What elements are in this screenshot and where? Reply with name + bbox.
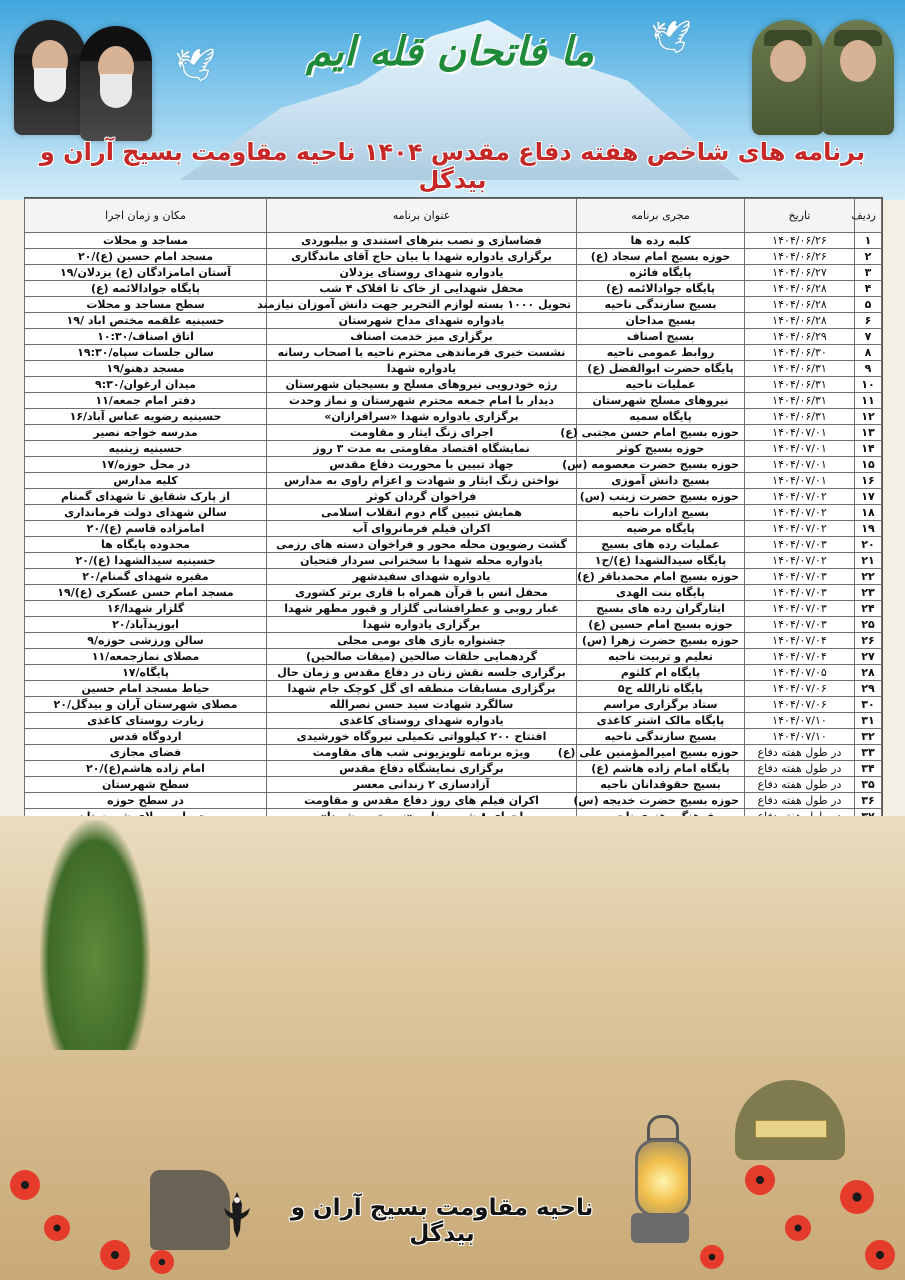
cell-title: یادواره شهدای سفیدشهر bbox=[267, 569, 577, 585]
cell-exec: پایگاه ام کلثوم bbox=[577, 665, 745, 681]
cell-title: غبار روبی و عطرافشانی گلزار و قبور مطهر شهدا bbox=[267, 601, 577, 617]
cell-date: ۱۴۰۴/۰۷/۰۳ bbox=[745, 601, 855, 617]
header-date: تاریخ bbox=[745, 199, 855, 233]
table-row bbox=[25, 265, 882, 281]
poppy-icon bbox=[10, 1170, 40, 1200]
cell-place: حسینیه سیدالشهدا (ع)/۲۰ bbox=[25, 553, 267, 569]
cell-exec: بسیج سازندگی ناحیه bbox=[577, 729, 745, 745]
cell-place: پایگاه جوادالائمه (ع) bbox=[25, 281, 267, 297]
cell-num: ۶ bbox=[855, 313, 882, 329]
cell-title: تحویل ۱۰۰۰ بسته لوازم التحریر جهت دانش آموزان نیازمند bbox=[267, 297, 577, 313]
cell-title: فراخوان گردان کوثر bbox=[267, 489, 577, 505]
cell-num: ۱ bbox=[855, 233, 882, 249]
cell-exec: پایگاه بنت الهدی bbox=[577, 585, 745, 601]
cell-date: ۱۴۰۴/۰۶/۲۷ bbox=[745, 265, 855, 281]
cell-exec: حوزه بسیج امیرالمؤمنین علی (ع) bbox=[577, 745, 745, 761]
cell-title: اکران فیلم های روز دفاع مقدس و مقاومت bbox=[267, 793, 577, 809]
table-row bbox=[25, 377, 882, 393]
cell-date: ۱۴۰۴/۰۶/۳۰ bbox=[745, 345, 855, 361]
table-row bbox=[25, 585, 882, 601]
cell-num: ۲۴ bbox=[855, 601, 882, 617]
table-row bbox=[25, 521, 882, 537]
cell-place: گلزار شهدا/۱۶ bbox=[25, 601, 267, 617]
cell-exec: حوزه بسیج امام حسن مجتبی (ع) bbox=[577, 425, 745, 441]
cell-title: ویژه برنامه تلویزیونی شب های مقاومت bbox=[267, 745, 577, 761]
cell-exec: عملیات رده های بسیج bbox=[577, 537, 745, 553]
cell-num: ۴ bbox=[855, 281, 882, 297]
basij-logo-icon bbox=[216, 1190, 258, 1240]
cell-num: ۲۳ bbox=[855, 585, 882, 601]
cell-num: ۲۶ bbox=[855, 633, 882, 649]
cell-place: حسینیه زینبیه bbox=[25, 441, 267, 457]
cell-place: کلیه مدارس bbox=[25, 473, 267, 489]
cell-num: ۲۹ bbox=[855, 681, 882, 697]
cell-exec: پایگاه امام زاده هاشم (ع) bbox=[577, 761, 745, 777]
cell-date: ۱۴۰۴/۰۶/۳۱ bbox=[745, 361, 855, 377]
cell-title: یادواره شهدا bbox=[267, 361, 577, 377]
cell-place: مدرسه خواجه نصیر bbox=[25, 425, 267, 441]
header-num: ردیف bbox=[855, 199, 882, 233]
table-row bbox=[25, 473, 882, 489]
table-row bbox=[25, 553, 882, 569]
cell-num: ۳۶ bbox=[855, 793, 882, 809]
cell-title: نواختن زنگ ایثار و شهادت و اعزام راوی به مدارس bbox=[267, 473, 577, 489]
cell-exec: حوزه بسیج کوثر bbox=[577, 441, 745, 457]
cell-place: مسجد امام حسن عسکری (ع)/۱۹ bbox=[25, 585, 267, 601]
table-row bbox=[25, 297, 882, 313]
table-row bbox=[25, 569, 882, 585]
cell-title: برگزاری مسابقات منطقه ای گل کوچک جام شهدا bbox=[267, 681, 577, 697]
cell-num: ۳۵ bbox=[855, 777, 882, 793]
table-row bbox=[25, 457, 882, 473]
cell-date: ۱۴۰۴/۰۷/۰۱ bbox=[745, 473, 855, 489]
cell-place: سالن شهدای دولت فرمانداری bbox=[25, 505, 267, 521]
cell-date: ۱۴۰۴/۰۷/۰۴ bbox=[745, 633, 855, 649]
cell-place: سطح شهرستان bbox=[25, 777, 267, 793]
cell-title: آزادسازی ۲ زندانی معسر bbox=[267, 777, 577, 793]
lantern-illustration bbox=[625, 1115, 695, 1255]
cell-num: ۳۳ bbox=[855, 745, 882, 761]
cell-exec: پایگاه فائزه bbox=[577, 265, 745, 281]
cell-num: ۱۷ bbox=[855, 489, 882, 505]
table-row bbox=[25, 329, 882, 345]
cell-title: افتتاح ۲۰۰ کیلوواتی تکمیلی نیروگاه خورشیدی bbox=[267, 729, 577, 745]
cell-date: ۱۴۰۴/۰۷/۰۱ bbox=[745, 457, 855, 473]
cell-exec: حوزه بسیج حضرت زهرا (س) bbox=[577, 633, 745, 649]
cell-place: سطح مساجد و محلات bbox=[25, 297, 267, 313]
cell-title: سالگرد شهادت سید حسن نصرالله bbox=[267, 697, 577, 713]
cell-date: ۱۴۰۴/۰۷/۱۰ bbox=[745, 713, 855, 729]
table-row bbox=[25, 249, 882, 265]
cell-title: جهاد تبیین با محوریت دفاع مقدس bbox=[267, 457, 577, 473]
table-row bbox=[25, 537, 882, 553]
cell-num: ۷ bbox=[855, 329, 882, 345]
cell-title: یادواره شهدای مداح شهرستان bbox=[267, 313, 577, 329]
table-row bbox=[25, 409, 882, 425]
cell-place: سالن ورزشی حوزه/۹ bbox=[25, 633, 267, 649]
table-row bbox=[25, 393, 882, 409]
footer-title: ناحیه مقاومت بسیج آران و بیدگل bbox=[290, 1195, 594, 1247]
cell-date: ۱۴۰۴/۰۷/۰۳ bbox=[745, 617, 855, 633]
cell-place: در سطح حوزه bbox=[25, 793, 267, 809]
cell-place: حیاط مسجد امام حسین bbox=[25, 681, 267, 697]
cell-exec: حوزه بسیج امام سجاد (ع) bbox=[577, 249, 745, 265]
cell-exec: حوزه بسیج امام حسین (ع) bbox=[577, 617, 745, 633]
cell-title: گشت رضویون محله محور و فراخوان دسته های رزمی bbox=[267, 537, 577, 553]
cell-date: ۱۴۰۴/۰۶/۲۸ bbox=[745, 313, 855, 329]
portrait-commander-1 bbox=[752, 20, 824, 135]
cell-place: اتاق اصناف/۱۰:۳۰ bbox=[25, 329, 267, 345]
cell-place: سالن جلسات سپاه/۱۹:۳۰ bbox=[25, 345, 267, 361]
cell-title: برگزاری جلسه نقش زنان در دفاع مقدس و زمان حال bbox=[267, 665, 577, 681]
cell-num: ۸ bbox=[855, 345, 882, 361]
cell-date: ۱۴۰۴/۰۶/۲۹ bbox=[745, 329, 855, 345]
cell-exec: پایگاه حضرت ابوالفضل (ع) bbox=[577, 361, 745, 377]
cell-date: ۱۴۰۴/۰۶/۲۸ bbox=[745, 297, 855, 313]
cell-num: ۲۱ bbox=[855, 553, 882, 569]
cell-title: محفل انس با قرآن همراه با قاری برتر کشوری bbox=[267, 585, 577, 601]
cell-num: ۱۰ bbox=[855, 377, 882, 393]
cell-title: یادواره محله شهدا با سخنرانی سردار فتحیان bbox=[267, 553, 577, 569]
table-row bbox=[25, 489, 882, 505]
cell-title: دیدار با امام جمعه محترم شهرستان و نماز وحدت bbox=[267, 393, 577, 409]
cell-title: رژه خودرویی نیروهای مسلح و بسیجیان شهرستان bbox=[267, 377, 577, 393]
cell-place: مسجد دهنو/۱۹ bbox=[25, 361, 267, 377]
cell-date: ۱۴۰۴/۰۶/۲۶ bbox=[745, 249, 855, 265]
cell-place: اردوگاه قدس bbox=[25, 729, 267, 745]
program-table bbox=[24, 197, 883, 818]
poppy-icon bbox=[785, 1215, 811, 1241]
cell-exec: عملیات ناحیه bbox=[577, 377, 745, 393]
cell-date: ۱۴۰۴/۰۷/۰۶ bbox=[745, 681, 855, 697]
table-row bbox=[25, 681, 882, 697]
cell-num: ۳ bbox=[855, 265, 882, 281]
cell-exec: پایگاه جوادالائمه (ع) bbox=[577, 281, 745, 297]
cell-exec: حوزه بسیج حضرت معصومه (س) bbox=[577, 457, 745, 473]
poppy-icon bbox=[150, 1250, 174, 1274]
table-row bbox=[25, 441, 882, 457]
cell-title: محفل شهدایی از خاک تا افلاک ۴ شب bbox=[267, 281, 577, 297]
cell-date: ۱۴۰۴/۰۷/۰۳ bbox=[745, 585, 855, 601]
portrait-cleric-left bbox=[14, 20, 86, 135]
cell-place: پایگاه/۱۷ bbox=[25, 665, 267, 681]
cell-date: در طول هفته دفاع bbox=[745, 777, 855, 793]
table-row bbox=[25, 281, 882, 297]
cell-date: ۱۴۰۴/۰۷/۰۱ bbox=[745, 441, 855, 457]
cell-title: اکران فیلم فرمانروای آب bbox=[267, 521, 577, 537]
cell-exec: پایگاه مرضیه bbox=[577, 521, 745, 537]
cell-date: ۱۴۰۴/۰۶/۳۱ bbox=[745, 393, 855, 409]
cell-title: برگزاری یادواره شهدا bbox=[267, 617, 577, 633]
cell-exec: ستاد برگزاری مراسم bbox=[577, 697, 745, 713]
cell-title: گردهمایی حلقات صالحین (میقات صالحین) bbox=[267, 649, 577, 665]
cell-exec: حوزه بسیج حضرت زینب (س) bbox=[577, 489, 745, 505]
cell-date: در طول هفته دفاع bbox=[745, 793, 855, 809]
cell-num: ۱۹ bbox=[855, 521, 882, 537]
cell-place: مصلای نمازجمعه/۱۱ bbox=[25, 649, 267, 665]
poppy-icon bbox=[700, 1245, 724, 1269]
table-row bbox=[25, 425, 882, 441]
cell-place: زیارت روستای کاغذی bbox=[25, 713, 267, 729]
cell-num: ۱۲ bbox=[855, 409, 882, 425]
cell-num: ۳۰ bbox=[855, 697, 882, 713]
cell-date: در طول هفته دفاع bbox=[745, 745, 855, 761]
cell-num: ۲۸ bbox=[855, 665, 882, 681]
cell-title: یادواره شهدای روستای کاغذی bbox=[267, 713, 577, 729]
cell-place: دفتر امام جمعه/۱۱ bbox=[25, 393, 267, 409]
cell-title: اجرای زنگ ایثار و مقاومت bbox=[267, 425, 577, 441]
table-header-row bbox=[25, 199, 882, 233]
cell-title: برگزاری نمایشگاه دفاع مقدس bbox=[267, 761, 577, 777]
cell-date: ۱۴۰۴/۰۶/۲۸ bbox=[745, 281, 855, 297]
table-row bbox=[25, 777, 882, 793]
cell-exec: بسیج مداحان bbox=[577, 313, 745, 329]
table-row bbox=[25, 665, 882, 681]
table-row bbox=[25, 505, 882, 521]
cell-exec: بسیج اصناف bbox=[577, 329, 745, 345]
cell-title: همایش تبیین گام دوم انقلاب اسلامی bbox=[267, 505, 577, 521]
cell-date: ۱۴۰۴/۰۶/۳۱ bbox=[745, 409, 855, 425]
cell-exec: بسیج حقوقدانان ناحیه bbox=[577, 777, 745, 793]
cell-exec: پایگاه سمیه bbox=[577, 409, 745, 425]
cell-date: ۱۴۰۴/۰۷/۱۰ bbox=[745, 729, 855, 745]
cell-exec: روابط عمومی ناحیه bbox=[577, 345, 745, 361]
cell-num: ۳۴ bbox=[855, 761, 882, 777]
cell-num: ۳۱ bbox=[855, 713, 882, 729]
portrait-commander-2 bbox=[822, 20, 894, 135]
page-title: برنامه های شاخص هفته دفاع مقدس ۱۴۰۴ ناحیه مقاومت بسیج آران و بیدگل bbox=[39, 138, 866, 194]
cell-num: ۳۲ bbox=[855, 729, 882, 745]
cell-title: جشنواره بازی های بومی محلی bbox=[267, 633, 577, 649]
cell-date: ۱۴۰۴/۰۷/۰۳ bbox=[745, 569, 855, 585]
cell-num: ۲۷ bbox=[855, 649, 882, 665]
cell-num: ۹ bbox=[855, 361, 882, 377]
cell-title: یادواره شهدای روستای یزدلان bbox=[267, 265, 577, 281]
cell-title: برگزاری یادواره شهدا با بیان حاج آقای ماندگاری bbox=[267, 249, 577, 265]
script-title: ما فاتحان قله ایم bbox=[306, 28, 594, 75]
cell-place: امام زاده هاشم(ع)/۲۰ bbox=[25, 761, 267, 777]
cell-num: ۲۵ bbox=[855, 617, 882, 633]
cell-date: ۱۴۰۴/۰۷/۰۳ bbox=[745, 537, 855, 553]
cell-place: فضای مجازی bbox=[25, 745, 267, 761]
cell-date: ۱۴۰۴/۰۷/۰۲ bbox=[745, 521, 855, 537]
table-row bbox=[25, 633, 882, 649]
cell-exec: پایگاه سیدالشهدا (ع)/ح۱ bbox=[577, 553, 745, 569]
table-row bbox=[25, 233, 882, 249]
cell-exec: پایگاه ثارالله ح۵ bbox=[577, 681, 745, 697]
cell-date: ۱۴۰۴/۰۶/۲۶ bbox=[745, 233, 855, 249]
cell-title: برگزاری میز خدمت اصناف bbox=[267, 329, 577, 345]
cell-title: برگزاری یادواره شهدا «سرافرازان» bbox=[267, 409, 577, 425]
cell-title: فضاسازی و نصب بنرهای استندی و بیلبوردی bbox=[267, 233, 577, 249]
cell-place: امامزاده قاسم (ع)/۲۰ bbox=[25, 521, 267, 537]
cell-exec: بسیج ادارات ناحیه bbox=[577, 505, 745, 521]
table-row bbox=[25, 345, 882, 361]
header-title: عنوان برنامه bbox=[267, 199, 577, 233]
cell-place: ابوزیدآباد/۲۰ bbox=[25, 617, 267, 633]
cell-exec: بسیج سازندگی ناحیه bbox=[577, 297, 745, 313]
cell-place: مساجد و محلات bbox=[25, 233, 267, 249]
table-body bbox=[25, 233, 882, 825]
poppy-icon bbox=[745, 1165, 775, 1195]
table-row bbox=[25, 761, 882, 777]
table-row bbox=[25, 697, 882, 713]
cell-place: میدان ارغوان/۹:۳۰ bbox=[25, 377, 267, 393]
table-row bbox=[25, 729, 882, 745]
cell-place: مسجد امام حسین (ع)/۲۰ bbox=[25, 249, 267, 265]
table-row bbox=[25, 601, 882, 617]
cell-date: ۱۴۰۴/۰۷/۰۲ bbox=[745, 553, 855, 569]
cell-num: ۱۴ bbox=[855, 441, 882, 457]
cell-exec: پایگاه مالک اشتر کاغذی bbox=[577, 713, 745, 729]
poppy-icon bbox=[865, 1240, 895, 1270]
cell-place: محدوده پایگاه ها bbox=[25, 537, 267, 553]
cell-num: ۲۰ bbox=[855, 537, 882, 553]
poppy-icon bbox=[840, 1180, 874, 1214]
cell-date: ۱۴۰۴/۰۷/۰۶ bbox=[745, 697, 855, 713]
cell-num: ۲ bbox=[855, 249, 882, 265]
cell-date: ۱۴۰۴/۰۷/۰۲ bbox=[745, 489, 855, 505]
cell-exec: حوزه بسیج امام محمدباقر (ع) bbox=[577, 569, 745, 585]
cell-num: ۵ bbox=[855, 297, 882, 313]
cell-num: ۱۳ bbox=[855, 425, 882, 441]
cell-num: ۱۸ bbox=[855, 505, 882, 521]
dove-icon: 🕊 bbox=[174, 46, 216, 84]
cell-place: حسینیه علقمه مختص اباد /۱۹ bbox=[25, 313, 267, 329]
table-row bbox=[25, 313, 882, 329]
cell-num: ۲۲ bbox=[855, 569, 882, 585]
header-place: مکان و زمان اجرا bbox=[25, 199, 267, 233]
cell-exec: تعلیم و تربیت ناحیه bbox=[577, 649, 745, 665]
cell-place: آستان امامزادگان (ع) یزدلان/۱۹ bbox=[25, 265, 267, 281]
cell-date: ۱۴۰۴/۰۷/۰۱ bbox=[745, 425, 855, 441]
cell-place: حسینیه رضویه عباس آباد/۱۶ bbox=[25, 409, 267, 425]
dove-icon: 🕊 bbox=[650, 18, 692, 56]
cell-title: نشست خبری فرماندهی محترم ناحیه با اصحاب رسانه bbox=[267, 345, 577, 361]
poppy-icon bbox=[100, 1240, 130, 1270]
cell-num: ۱۵ bbox=[855, 457, 882, 473]
cell-place: از پارک شقایق تا شهدای گمنام bbox=[25, 489, 267, 505]
cell-date: در طول هفته دفاع bbox=[745, 761, 855, 777]
plant-illustration bbox=[40, 820, 150, 1050]
cell-place: در محل حوزه/۱۷ bbox=[25, 457, 267, 473]
cell-num: ۱۱ bbox=[855, 393, 882, 409]
table-row bbox=[25, 713, 882, 729]
cell-exec: نیروهای مسلح شهرستان bbox=[577, 393, 745, 409]
table-row bbox=[25, 361, 882, 377]
cell-exec: حوزه بسیج حضرت خدیجه (س) bbox=[577, 793, 745, 809]
header-exec: مجری برنامه bbox=[577, 199, 745, 233]
table-row bbox=[25, 617, 882, 633]
cell-date: ۱۴۰۴/۰۷/۰۲ bbox=[745, 505, 855, 521]
cell-date: ۱۴۰۴/۰۷/۰۴ bbox=[745, 649, 855, 665]
cell-exec: ایثارگران رده های بسیج bbox=[577, 601, 745, 617]
table-row bbox=[25, 793, 882, 809]
table-row bbox=[25, 745, 882, 761]
cell-title: نمایشگاه اقتصاد مقاومتی به مدت ۳ روز bbox=[267, 441, 577, 457]
table-row bbox=[25, 649, 882, 665]
cell-num: ۱۶ bbox=[855, 473, 882, 489]
cell-date: ۱۴۰۴/۰۷/۰۵ bbox=[745, 665, 855, 681]
cell-place: مصلای شهرستان آران و بیدگل/۲۰ bbox=[25, 697, 267, 713]
portrait-cleric-right bbox=[80, 26, 152, 141]
cell-place: مقبره شهدای گمنام/۲۰ bbox=[25, 569, 267, 585]
cell-exec: کلبه رده ها bbox=[577, 233, 745, 249]
poppy-icon bbox=[44, 1215, 70, 1241]
cell-date: ۱۴۰۴/۰۶/۳۱ bbox=[745, 377, 855, 393]
cell-exec: بسیج دانش آموزی bbox=[577, 473, 745, 489]
